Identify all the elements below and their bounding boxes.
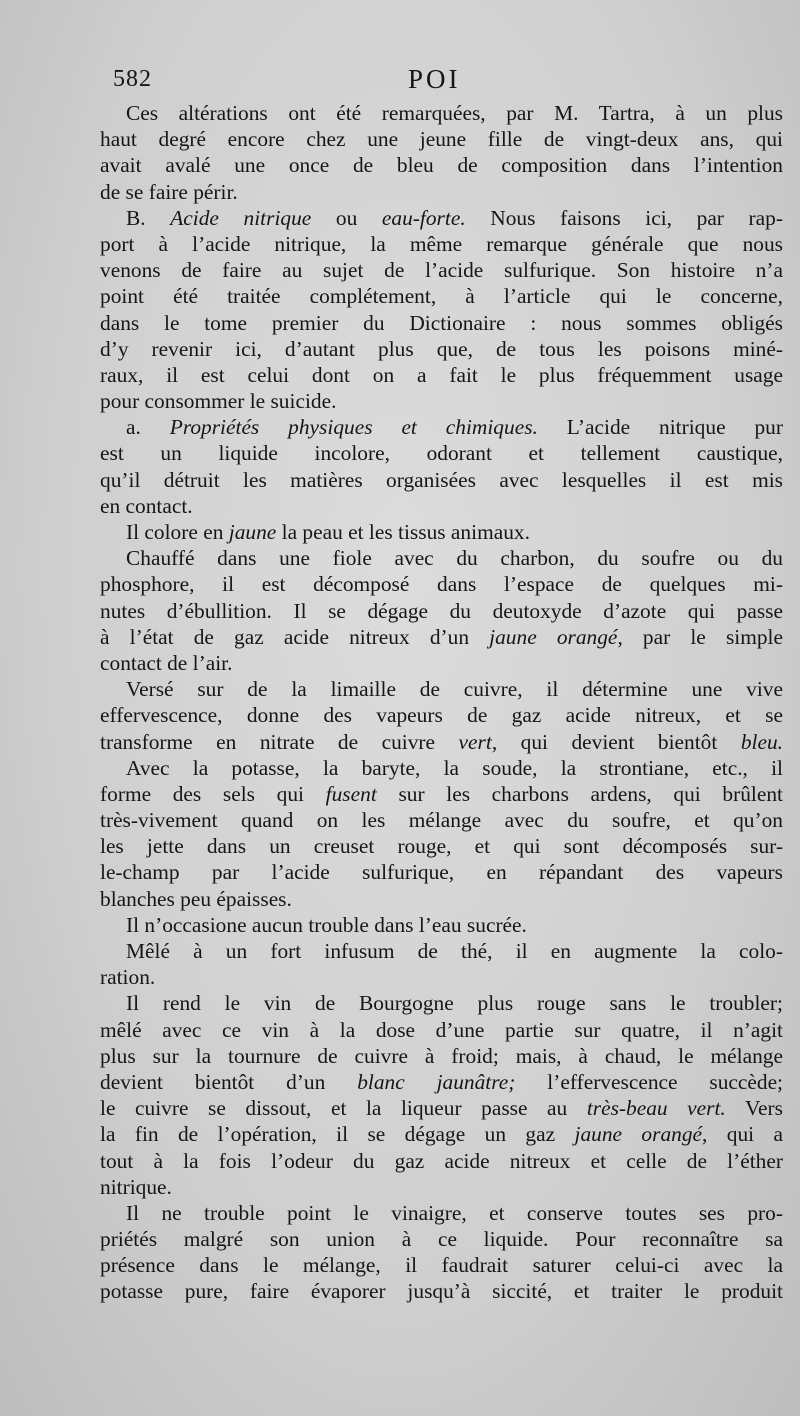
- text-line: [100, 624, 783, 650]
- text-line: [100, 467, 783, 493]
- text-line: [100, 938, 783, 964]
- text-run: raux, il est celui dont on a fait le plus fréquemment usage: [100, 362, 783, 387]
- italic-text: blanc jaunâtre;: [357, 1069, 516, 1094]
- text-line: [100, 1148, 783, 1174]
- text-line: [100, 1278, 783, 1304]
- text-run: plus sur la tournure de cuivre à froid; mais, à chaud, le mélange: [100, 1043, 783, 1068]
- text-line: [100, 179, 783, 205]
- text-line: [100, 1174, 783, 1200]
- italic-text: jaune: [228, 520, 277, 544]
- text-line: [100, 414, 783, 440]
- text-line: [100, 545, 783, 571]
- text-run: haut degré encore chez une jeune fille de vingt-deux ans, qui: [100, 127, 783, 152]
- text-line: [100, 1200, 783, 1226]
- text-run: port à l’acide nitrique, la même remarque générale que nous: [100, 231, 783, 256]
- text-run: sur les charbons ardens, qui brûlent: [376, 781, 783, 806]
- text-run: d’y revenir ici, d’autant plus que, de tous les poisons miné-: [100, 336, 783, 361]
- text-line: [100, 100, 783, 126]
- text-line: [100, 702, 783, 728]
- text-line: [100, 833, 783, 859]
- text-run: présence dans le mélange, il faudrait saturer celui-ci avec la: [100, 1253, 783, 1278]
- text-line: [100, 598, 783, 624]
- text-line: [100, 493, 783, 519]
- text-run: le cuivre se dissout, et la liqueur passe au: [100, 1096, 587, 1121]
- text-line: [100, 859, 783, 885]
- text-line: [100, 912, 783, 938]
- italic-text: bleu.: [740, 729, 783, 754]
- text-run: transforme en nitrate de cuivre: [100, 729, 459, 754]
- text-line: [100, 1252, 783, 1278]
- text-line: [100, 519, 783, 545]
- text-run: , par le simple: [617, 624, 783, 649]
- text-run: Il n’occasione aucun trouble dans l’eau sucrée.: [126, 912, 527, 937]
- text-run: Chauffé dans une fiole avec du charbon, du soufre ou du: [126, 546, 783, 571]
- text-run: forme des sels qui: [100, 781, 326, 806]
- text-run: potasse pure, faire évaporer jusqu’à siccité, et traiter le produit: [100, 1279, 783, 1304]
- text-run: l’effervescence succède;: [515, 1069, 784, 1094]
- text-run: mêlé avec ce vin à la dose d’une partie sur quatre, il n’agit: [100, 1017, 783, 1042]
- text-run: très-vivement quand on les mélange avec du soufre, et qu’on: [100, 808, 783, 833]
- text-run: Nous faisons ici, par rap-: [465, 205, 783, 230]
- text-line: [100, 1017, 783, 1043]
- text-run: ration.: [100, 965, 156, 990]
- text-line: [100, 336, 783, 362]
- italic-text: Acide nitrique: [170, 205, 312, 230]
- text-run: phosphore, il est décomposé dans l’espace de quelques mi-: [100, 572, 783, 597]
- page-header: [0, 62, 800, 98]
- text-run: Mêlé à un fort infusum de thé, il en augmente la colo-: [126, 939, 783, 963]
- text-line: [100, 990, 783, 1016]
- text-run: en contact.: [100, 493, 193, 518]
- text-run: dans le tome premier du Dictionaire : nous sommes obligés: [100, 310, 783, 335]
- text-run: de se faire périr.: [100, 179, 238, 204]
- text-run: la peau et les tissus animaux.: [276, 520, 530, 544]
- text-run: la fin de l’opération, il se dégage un gaz: [100, 1122, 575, 1147]
- text-run: venons de faire au sujet de l’acide sulfurique. Son histoire n’a: [100, 258, 783, 283]
- text-line: [100, 310, 783, 336]
- text-line: [100, 126, 783, 152]
- text-run: blanches peu épaisses.: [100, 886, 292, 911]
- text-run: , qui a: [702, 1122, 783, 1147]
- italic-text: très-beau vert.: [586, 1096, 726, 1121]
- text-run: nutes d’ébullition. Il se dégage du deutoxyde d’azote qui passe: [100, 598, 783, 623]
- text-run: est un liquide incolore, odorant et tellement caustique,: [100, 441, 783, 466]
- italic-text: fusent: [325, 781, 377, 806]
- text-line: [100, 781, 783, 807]
- text-line: [100, 152, 783, 178]
- italic-text: vert: [458, 729, 492, 754]
- text-line: [100, 1121, 783, 1147]
- text-line: [100, 257, 783, 283]
- text-run: Il rend le vin de Bourgogne plus rouge sans le troubler;: [126, 991, 783, 1016]
- text-run: Ces altérations ont été remarquées, par M. Tartra, à un plus: [126, 101, 783, 125]
- text-run: Il colore en: [126, 520, 229, 544]
- text-run: contact de l’air.: [100, 650, 233, 675]
- text-run: avait avalé une once de bleu de composition dans l’intention: [100, 153, 783, 178]
- text-line: [100, 729, 783, 755]
- text-run: Vers: [725, 1096, 783, 1121]
- text-line: [100, 1226, 783, 1252]
- body-text: [100, 100, 783, 1305]
- text-line: [100, 571, 783, 597]
- text-line: [100, 1095, 783, 1121]
- text-run: qu’il détruit les matières organisées avec lesquelles il est mis: [100, 467, 783, 492]
- text-line: [100, 807, 783, 833]
- text-line: [100, 388, 783, 414]
- page-number: 582: [113, 66, 152, 92]
- running-head: POI: [408, 64, 461, 94]
- text-line: [100, 205, 783, 231]
- text-line: [100, 964, 783, 990]
- text-run: pour consommer le suicide.: [100, 389, 337, 414]
- text-run: à l’état de gaz acide nitreux d’un: [100, 624, 490, 649]
- italic-text: jaune orangé: [489, 624, 618, 649]
- text-line: [100, 1069, 783, 1095]
- text-line: [100, 231, 783, 257]
- text-line: [100, 440, 783, 466]
- text-run: effervescence, donne des vapeurs de gaz acide nitreux, et se: [100, 703, 783, 728]
- text-line: [100, 362, 783, 388]
- italic-text: Propriétés physiques et chimiques.: [169, 415, 538, 440]
- text-run: tout à la fois l’odeur du gaz acide nitreux et celle de l’éther: [100, 1148, 783, 1173]
- text-line: [100, 650, 783, 676]
- text-run: les jette dans un creuset rouge, et qui sont décomposés sur-: [100, 834, 783, 859]
- text-run: nitrique.: [100, 1174, 172, 1199]
- italic-text: eau-forte.: [381, 205, 466, 230]
- text-line: [100, 676, 783, 702]
- text-run: Il ne trouble point le vinaigre, et conserve toutes ses pro-: [126, 1200, 783, 1225]
- text-line: [100, 1043, 783, 1069]
- text-run: Avec la potasse, la baryte, la soude, la strontiane, etc., il: [126, 755, 783, 780]
- text-run: B.: [126, 205, 171, 230]
- text-run: a.: [126, 415, 170, 440]
- text-run: Versé sur de la limaille de cuivre, il détermine une vive: [126, 677, 783, 702]
- italic-text: jaune orangé: [574, 1122, 703, 1147]
- text-line: [100, 283, 783, 309]
- text-run: , qui devient bientôt: [491, 729, 741, 754]
- text-run: point été traitée complétement, à l’article qui le concerne,: [100, 284, 783, 309]
- text-run: ou: [311, 205, 382, 230]
- text-run: devient bientôt d’un: [100, 1069, 358, 1094]
- text-line: [100, 886, 783, 912]
- text-line: [100, 755, 783, 781]
- text-run: le-champ par l’acide sulfurique, en répandant des vapeurs: [100, 860, 783, 885]
- text-run: priétés malgré son union à ce liquide. Pour reconnaître sa: [100, 1227, 783, 1252]
- text-run: L’acide nitrique pur: [537, 415, 783, 440]
